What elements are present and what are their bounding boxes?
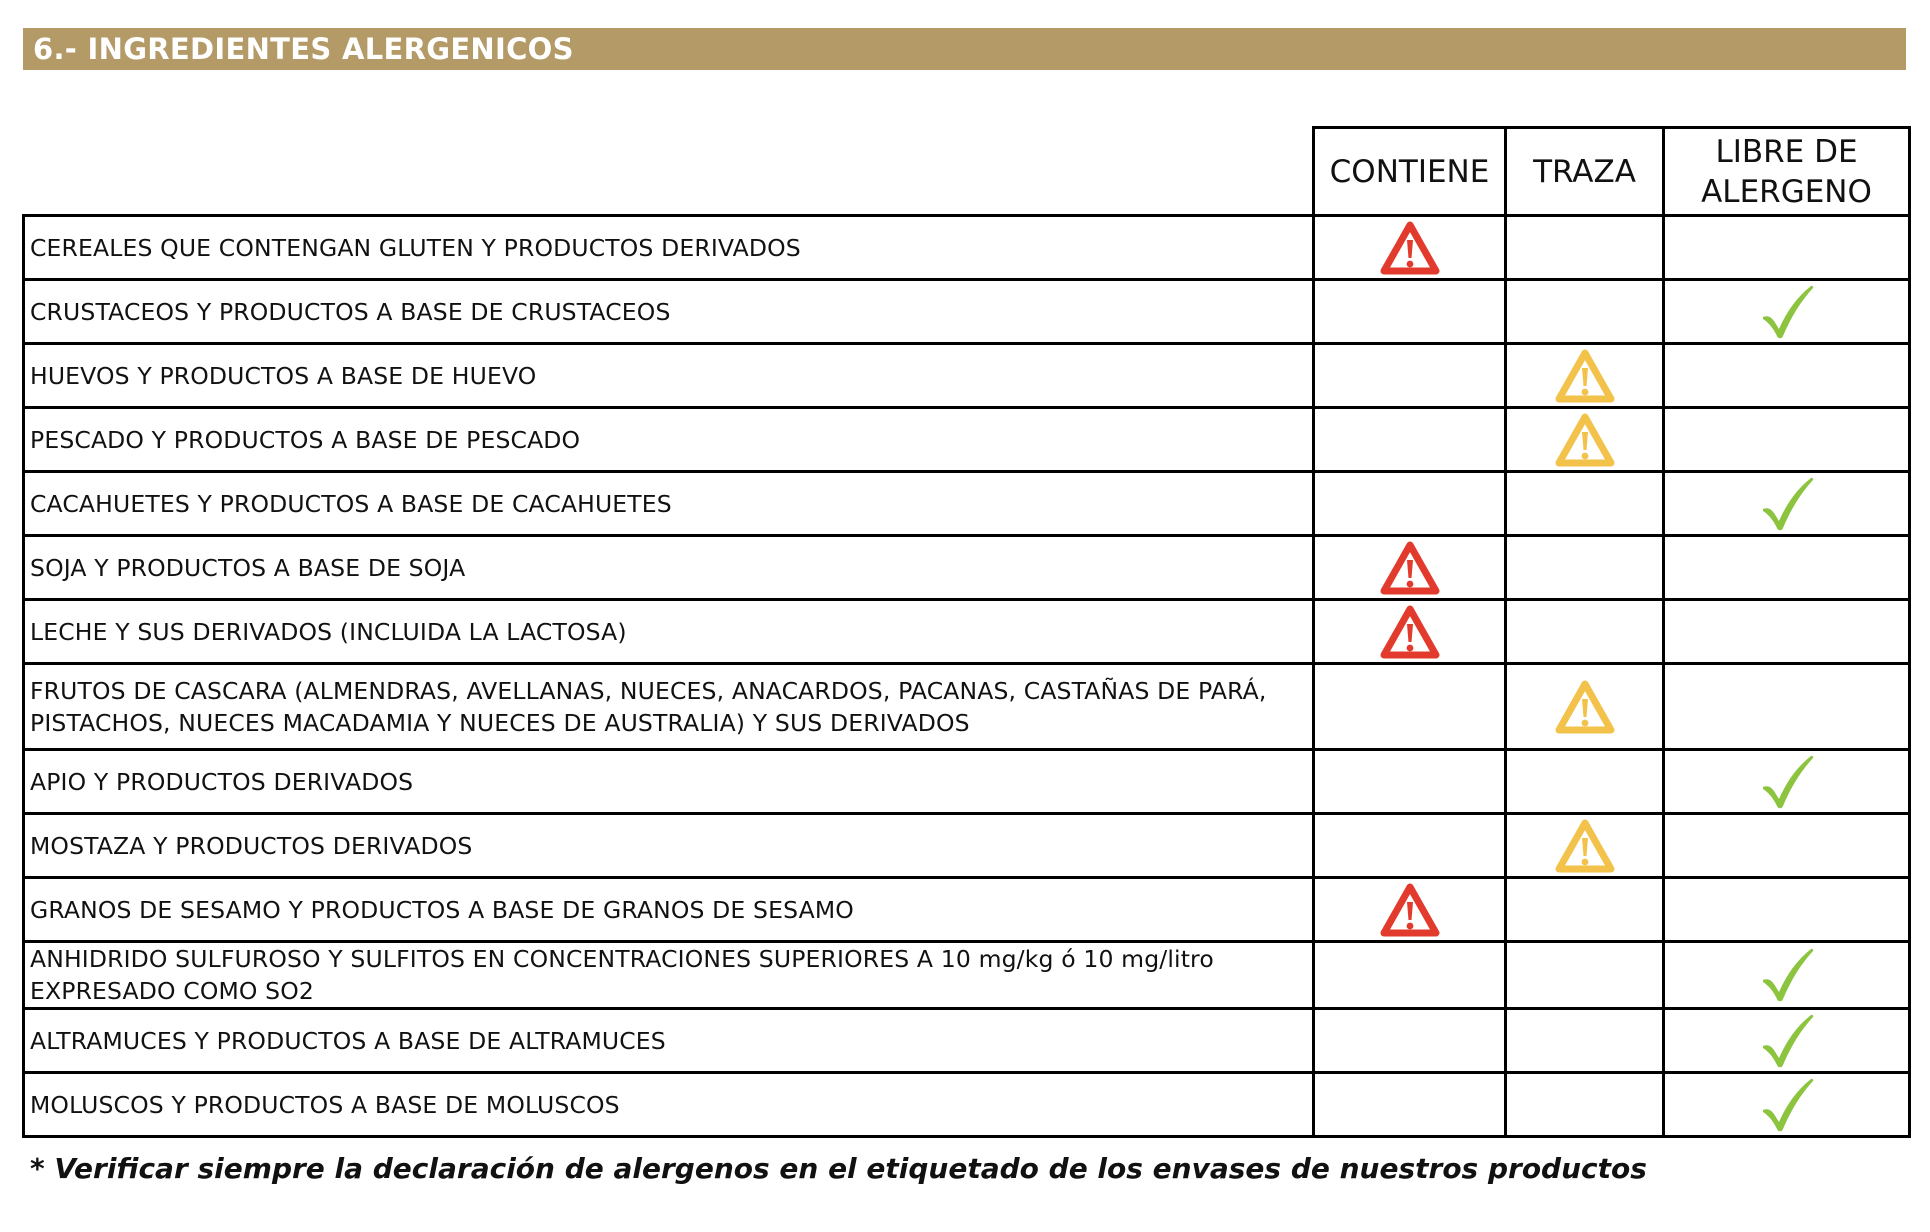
allergen-name: CACAHUETES Y PRODUCTOS A BASE DE CACAHUETES [24, 472, 1314, 536]
cell-libre [1664, 600, 1910, 664]
cell-traza [1506, 750, 1664, 814]
table-row [24, 408, 1910, 472]
cell-libre [1664, 942, 1910, 1009]
table-row [24, 1009, 1910, 1073]
cell-libre [1664, 814, 1910, 878]
cell-traza [1506, 280, 1664, 344]
cell-contiene [1314, 408, 1506, 472]
allergen-name: CEREALES QUE CONTENGAN GLUTEN Y PRODUCTOS DERIVADOS [24, 216, 1314, 280]
section-title: 6.- INGREDIENTES ALERGENICOS [23, 28, 1906, 70]
column-header-traza: TRAZA [1506, 128, 1664, 216]
cell-traza [1506, 1073, 1664, 1137]
cell-contiene [1314, 942, 1506, 1009]
cell-libre [1664, 750, 1910, 814]
allergen-name: MOLUSCOS Y PRODUCTOS A BASE DE MOLUSCOS [24, 1073, 1314, 1137]
cell-contiene [1314, 280, 1506, 344]
checkmark-green-icon [1759, 753, 1815, 811]
allergen-name: CRUSTACEOS Y PRODUCTOS A BASE DE CRUSTACEOS [24, 280, 1314, 344]
allergen-table [22, 126, 1911, 1138]
cell-traza [1506, 216, 1664, 280]
checkmark-green-icon [1759, 283, 1815, 341]
checkmark-green-icon [1759, 475, 1815, 533]
cell-libre [1664, 536, 1910, 600]
cell-contiene [1314, 814, 1506, 878]
cell-traza [1506, 600, 1664, 664]
cell-traza [1506, 344, 1664, 408]
warning-yellow-icon [1554, 818, 1616, 874]
cell-contiene [1314, 344, 1506, 408]
table-row [24, 216, 1910, 280]
table-row [24, 942, 1910, 1009]
cell-contiene [1314, 1009, 1506, 1073]
allergen-name: HUEVOS Y PRODUCTOS A BASE DE HUEVO [24, 344, 1314, 408]
table-row [24, 1073, 1910, 1137]
cell-libre [1664, 878, 1910, 942]
cell-traza [1506, 664, 1664, 750]
table-row [24, 664, 1910, 750]
cell-libre [1664, 664, 1910, 750]
cell-traza [1506, 814, 1664, 878]
cell-libre [1664, 344, 1910, 408]
table-row [24, 472, 1910, 536]
warning-yellow-icon [1554, 679, 1616, 735]
warning-red-icon [1379, 882, 1441, 938]
column-header-contiene: CONTIENE [1314, 128, 1506, 216]
table-row [24, 344, 1910, 408]
warning-red-icon [1379, 604, 1441, 660]
table-row [24, 878, 1910, 942]
cell-traza [1506, 942, 1664, 1009]
warning-red-icon [1379, 220, 1441, 276]
header-blank-cell [24, 128, 1314, 216]
cell-libre [1664, 216, 1910, 280]
footnote: * Verificar siempre la declaración de alergenos en el etiquetado de los envases de nuestros productos [30, 1152, 1647, 1185]
allergen-rows [24, 216, 1910, 1137]
checkmark-green-icon [1759, 946, 1815, 1004]
warning-yellow-icon [1554, 412, 1616, 468]
cell-traza [1506, 472, 1664, 536]
cell-libre [1664, 1009, 1910, 1073]
cell-traza [1506, 878, 1664, 942]
allergen-name: FRUTOS DE CASCARA (ALMENDRAS, AVELLANAS, NUECES, ANACARDOS, PACANAS, CASTAÑAS DE PARÁ, PISTACHOS, NUECES MACADAMIA Y NUECES DE AUSTRALIA) Y SUS DERIVADOS [24, 664, 1314, 750]
cell-traza [1506, 1009, 1664, 1073]
cell-traza [1506, 408, 1664, 472]
allergen-name: ANHIDRIDO SULFUROSO Y SULFITOS EN CONCENTRACIONES SUPERIORES A 10 mg/kg ó 10 mg/litro EXPRESADO COMO SO2 [24, 942, 1314, 1009]
cell-libre [1664, 280, 1910, 344]
warning-red-icon [1379, 540, 1441, 596]
allergen-name: ALTRAMUCES Y PRODUCTOS A BASE DE ALTRAMUCES [24, 1009, 1314, 1073]
table-row [24, 280, 1910, 344]
allergen-name: MOSTAZA Y PRODUCTOS DERIVADOS [24, 814, 1314, 878]
table-row [24, 600, 1910, 664]
cell-contiene [1314, 472, 1506, 536]
table-row [24, 814, 1910, 878]
cell-contiene [1314, 216, 1506, 280]
cell-libre [1664, 408, 1910, 472]
checkmark-green-icon [1759, 1076, 1815, 1134]
allergen-name: APIO Y PRODUCTOS DERIVADOS [24, 750, 1314, 814]
allergen-name: SOJA Y PRODUCTOS A BASE DE SOJA [24, 536, 1314, 600]
cell-contiene [1314, 536, 1506, 600]
allergen-name: PESCADO Y PRODUCTOS A BASE DE PESCADO [24, 408, 1314, 472]
cell-contiene [1314, 600, 1506, 664]
cell-contiene [1314, 750, 1506, 814]
header-row [24, 128, 1910, 216]
table-row [24, 536, 1910, 600]
cell-libre [1664, 472, 1910, 536]
cell-contiene [1314, 664, 1506, 750]
checkmark-green-icon [1759, 1012, 1815, 1070]
allergen-name: LECHE Y SUS DERIVADOS (INCLUIDA LA LACTOSA) [24, 600, 1314, 664]
cell-contiene [1314, 878, 1506, 942]
table-row [24, 750, 1910, 814]
warning-yellow-icon [1554, 348, 1616, 404]
allergen-name: GRANOS DE SESAMO Y PRODUCTOS A BASE DE GRANOS DE SESAMO [24, 878, 1314, 942]
cell-libre [1664, 1073, 1910, 1137]
column-header-libre: LIBRE DE ALERGENO [1664, 128, 1910, 216]
cell-contiene [1314, 1073, 1506, 1137]
cell-traza [1506, 536, 1664, 600]
